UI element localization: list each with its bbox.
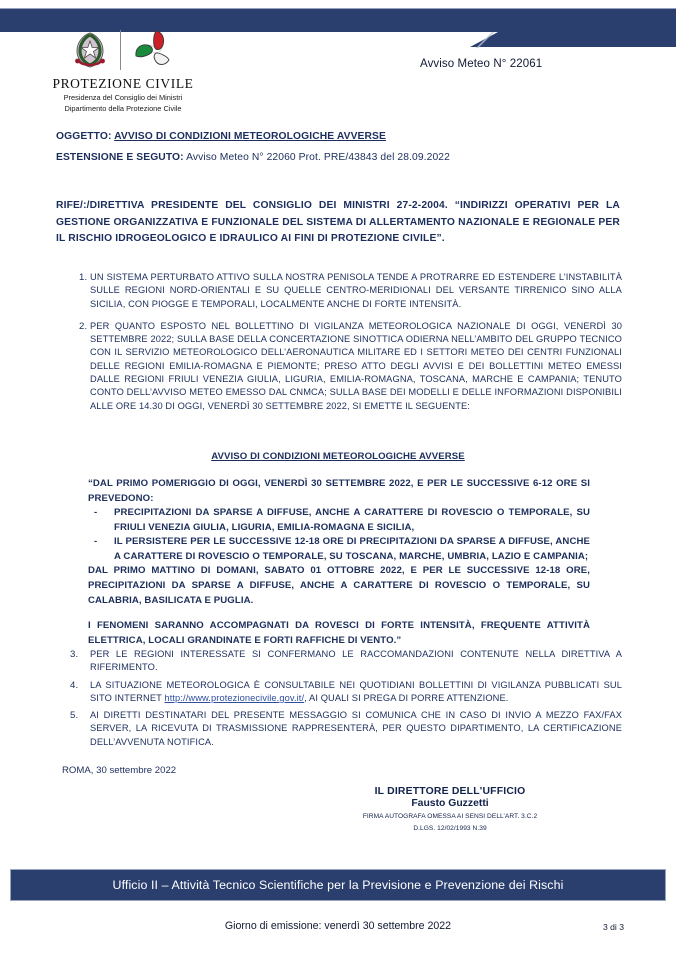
logo-row (38, 27, 208, 73)
extension-line (56, 152, 450, 163)
advisory-heading: AVVISO DI CONDIZIONI METEOROLOGICHE AVVERSE (211, 451, 465, 462)
list-item (88, 506, 590, 535)
footer-office-band (10, 869, 666, 901)
signature-title: IL DIRETTORE DELL'UFFICIO (374, 786, 526, 797)
header-wedge-shadow (468, 32, 504, 48)
protezionecivile-link[interactable]: http://www.protezionecivile.gov.it/ (164, 692, 305, 703)
estensione-label: ESTENSIONE E SEGUTO: (56, 152, 184, 163)
logo-subtitle-line1: Presidenza del Consiglio dei Ministri (63, 93, 183, 102)
signature-name: Fausto Guzzetti (411, 798, 489, 809)
list-item (90, 679, 622, 706)
footer-page-number: 3 di 3 (602, 922, 624, 932)
list-item (90, 709, 622, 749)
advisory-closing: I FENOMENI SARANNO ACCOMPAGNATI DA ROVESCI DI FORTE INTENSITÀ, FREQUENTE ATTIVITÀ ELETTRICA, LOCALI GRANDINATE E FORTI RAFFICHE DI VENTO.” (88, 620, 590, 646)
page-top-margin (0, 0, 676, 8)
logo-subtitle-line2: Dipartimento della Protezione Civile (64, 103, 182, 113)
bullet-text: IL PERSISTERE PER LE SUCCESSIVE 12-18 ORE DI PRECIPITAZIONI DA SPARSE A DIFFUSE, ANCHE A CARATTERE DI ROVESCIO O TEMPORALE, SU TOSCANA, MARCHE, UMBRIA, LAZIO E CAMPANIA; (114, 536, 590, 562)
list-item (90, 648, 622, 675)
subject-line (56, 131, 386, 142)
list-item: 2. PER QUANTO ESPOSTO NEL BOLLETTINO DI VIGILANZA METEOROLOGICA NAZIONALE DI OGGI, VENERDÌ 30 SETTEMBRE 2022; SULLA BASE DELLA CONCERTAZIONE SINOTTICA ODIERNA NELL’AMBITO DEL GRUPPO TECNICO CON IL SERVIZIO METEOROLOGICO DELL’AERONAUTICA MILITARE ED I SETTORI METEO DEI CENTRI FUNZIONALI DELLE REGIONI EMILIA-ROMAGNA E PIEMONTE; PRESO ATTO DEGLI AVVISI E DEI BOLLETTINI METEO EMESSI DALLE REGIONI FRIULI VENEZIA GIULIA, LIGURIA, EMILIA-ROMAGNA, TOSCANA, MARCHE E CAMPANIA; TENUTO CONTO DELL’AVVISO METEO EMESSO DAL CNMCA; SULLA BASE DEI MODELLI E DELLE INFORMAZIONI DISPONIBILI ALLE ORE 14.30 DI OGGI, VENERDÌ 30 SETTEMBRE 2022, SI EMETTE IL SEGUENTE: (90, 320, 622, 413)
protezione-civile-trinacria-icon (131, 29, 177, 71)
estensione-value: Avviso Meteo N° 22060 Prot. PRE/43843 del 28.09.2022 (186, 152, 450, 163)
reference-paragraph: RIFE/:/DIRETTIVA PRESIDENTE DEL CONSIGLIO DEI MINISTRI 27-2-2004. “INDIRIZZI OPERATIVI PER LA GESTIONE ORGANIZZATIVA E FUNZIONALE DEL SISTEMA DI ALLERTAMENTO NAZIONALE E REGIONALE PER IL RISCHIO IDROGEOLOGICO E IDRAULICO AI FINI DI PROTEZIONE CIVILE”. (56, 200, 620, 245)
advisory-opening: “DAL PRIMO POMERIGGIO DI OGGI, VENERDÌ 30 SETTEMBRE 2022, E PER LE SUCCESSIVE 6-12 ORE SI PREVEDONO: (88, 478, 590, 504)
signature-block (300, 786, 600, 833)
numbered-list-top (62, 271, 622, 422)
dash-bullet-icon: - (94, 507, 98, 519)
item-text: PER LE REGIONI INTERESSATE SI CONFERMANO LE RACCOMANDAZIONI CONTENUTE NELLA DIRETTIVA A RIFERIMENTO. (90, 649, 622, 673)
organization-logo (38, 27, 208, 114)
footer-office-label: Ufficio II – Attività Tecnico Scientifiche per la Previsione e Prevenzione dei Rischi (112, 878, 564, 892)
item-text: LA SITUAZIONE METEOROLOGICA È CONSULTABILE NEI QUOTIDIANI BOLLETTINI DI VIGILANZA PUBBLICATI SUL SITO INTERNET (90, 679, 622, 703)
advisory-continuation: DAL PRIMO MATTINO DI DOMANI, SABATO 01 OTTOBRE 2022, E PER LE SUCCESSIVE 12-18 ORE, PRECIPITAZIONI DA SPARSE A DIFFUSE, ANCHE A CARATTERE DI ROVESCIO O TEMPORALE, SU CALABRIA, BASILICATA E PUGLIA. (88, 565, 590, 606)
dash-bullet-icon: - (94, 536, 98, 548)
logo-divider (120, 30, 121, 70)
signature-note-line1: FIRMA AUTOGRAFA OMESSA AI SENSI DELL’ART. 3.C.2 (362, 813, 538, 820)
advisory-quote-block (88, 477, 590, 648)
oggetto-label: OGGETTO: (56, 131, 112, 142)
italian-republic-emblem-icon (70, 29, 110, 71)
paragraph-gap (88, 608, 590, 619)
numbered-list-bottom (62, 648, 622, 753)
advisory-bullets (88, 506, 590, 564)
footer-issue-date: Giorno di emissione: venerdì 30 settembre 2022 (224, 920, 452, 932)
logo-title: PROTEZIONE CIVILE (52, 76, 194, 91)
place-date: ROMA, 30 settembre 2022 (62, 765, 177, 776)
avviso-number: Avviso Meteo N° 22061 (420, 58, 543, 70)
list-item: 1. UN SISTEMA PERTURBATO ATTIVO SULLA NOSTRA PENISOLA TENDE A PROTRARRE ED ESTENDERE L’INSTABILITÀ SULLE REGIONI NORD-ORIENTALI E SU QUELLE CENTRO-MERIDIONALI DEL VERSANTE TIRRENICO SINO ALLA SICILIA, CON PIOGGE E TEMPORALI, LOCALMENTE ANCHE DI FORTE INTENSITÀ. (90, 271, 622, 311)
oggetto-value: AVVISO DI CONDIZIONI METEOROLOGICHE AVVERSE (114, 131, 386, 142)
item-text: AI DIRETTI DESTINATARI DEL PRESENTE MESSAGGIO SI COMUNICA CHE IN CASO DI INVIO A MEZZO FAX/FAX SERVER, LA RICEVUTA DI TRASMISSIONE RAPPRESENTERÀ, PER QUESTO DIPARTIMENTO, LA CERTIFICAZIONE DELL’AVVENUTA NOTIFICA. (90, 710, 622, 747)
item-text-post: , AI QUALI SI PREGA DI PORRE ATTENZIONE. (304, 692, 509, 703)
footer-meta (0, 920, 676, 942)
list-item (88, 535, 590, 564)
bullet-text: PRECIPITAZIONI DA SPARSE A DIFFUSE, ANCHE A CARATTERE DI ROVESCIO O TEMPORALE, SU FRIULI VENEZIA GIULIA, LIGURIA, EMILIA-ROMAGNA E SICILIA, (114, 507, 590, 533)
signature-note-line2: D.LGS. 12/02/1993 N.39 (413, 825, 487, 833)
